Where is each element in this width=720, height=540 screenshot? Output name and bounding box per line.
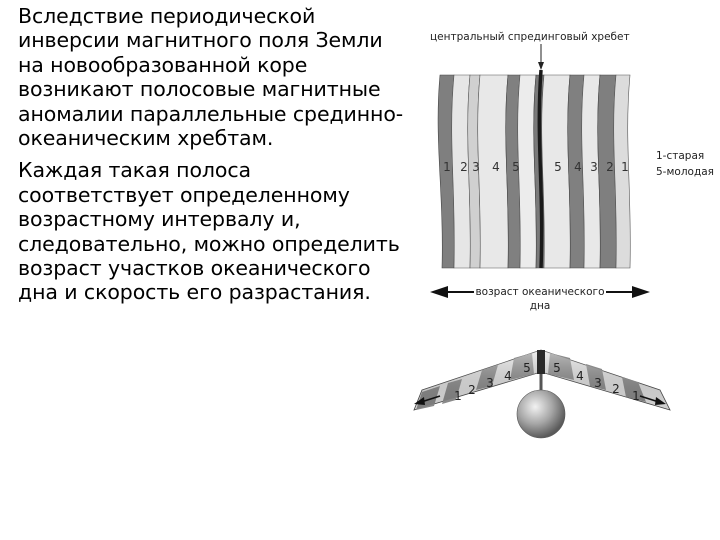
age-axis-label-line1: возраст океанического xyxy=(475,286,605,298)
text-column xyxy=(18,4,410,305)
stripe-number: 3 xyxy=(594,376,602,390)
stripe-number: 5 xyxy=(512,160,520,174)
stripe-number: 3 xyxy=(472,160,480,174)
magnetic-anomaly-diagram xyxy=(410,0,720,540)
stripe-number: 4 xyxy=(492,160,500,174)
legend-new: 5-молодая xyxy=(656,166,714,178)
stripe-number: 2 xyxy=(460,160,468,174)
stripe-number: 4 xyxy=(576,369,584,383)
stripe-number: 5 xyxy=(523,361,531,375)
diagram-svg xyxy=(410,0,720,540)
stripe-number: 2 xyxy=(468,383,476,397)
stripe-number: 5 xyxy=(554,160,562,174)
age-axis-arrow-left xyxy=(430,286,448,298)
stripe-number: 1 xyxy=(454,389,462,403)
magma-chamber-sphere xyxy=(517,390,565,438)
age-axis-label-line2: дна xyxy=(529,300,551,312)
stripe-number: 1 xyxy=(632,389,640,403)
age-axis-arrow-right xyxy=(632,286,650,298)
ridge-pointer-arrowhead xyxy=(538,62,544,70)
ridge-label: центральный спрединговый хребет xyxy=(430,31,630,43)
stripe-number: 1 xyxy=(621,160,629,174)
stripe-number: 3 xyxy=(590,160,598,174)
stripe-number: 5 xyxy=(553,361,561,375)
legend-old: 1-старая xyxy=(656,150,705,162)
cross-section-ridge xyxy=(537,350,545,374)
paragraph-inversion: Вследствие периодической инверсии магнитного поля Земли на новообразованной коре возникают полосовые магнитные аномалии параллельные срединно-океаническим хребтам. xyxy=(18,4,404,151)
stripe-number: 2 xyxy=(612,382,620,396)
stripe-4b-left xyxy=(518,75,537,268)
paragraph-age-stripes: Каждая такая полоса соответствует определенному возрастному интервалу и, следовательно, можно определить возраст участков океанического дна и скорость его разрастания. xyxy=(18,158,400,305)
stripe-number: 4 xyxy=(504,369,512,383)
stripe-number: 4 xyxy=(574,160,582,174)
age-axis xyxy=(430,284,650,312)
stripe-number: 2 xyxy=(606,160,614,174)
stripe-number: 1 xyxy=(443,160,451,174)
stripe-number: 3 xyxy=(486,376,494,390)
